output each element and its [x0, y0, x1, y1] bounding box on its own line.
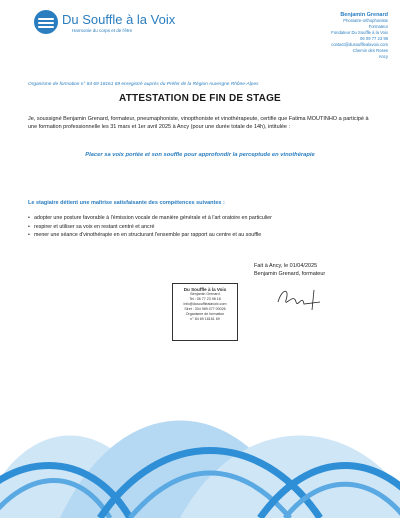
- stamp-line: Du Souffle à la Voix: [183, 287, 227, 292]
- trainer-name: Benjamin Grenard: [340, 12, 388, 18]
- trainer-line: Fondateur Du Souffle à la Voix: [331, 30, 388, 35]
- stamp-line: Organisme de formation: [185, 312, 225, 316]
- trainer-contact: [268, 12, 388, 60]
- signature-icon: [274, 284, 324, 314]
- registration-line: Organisme de formation n° 84 69 18161 69 enregistré auprès du Préfet de la Région Auvergne Rhône-Alpes: [28, 82, 259, 87]
- trainer-line: Phoniatre-orthophoniste: [343, 18, 388, 23]
- trainer-line: Chemin des Roses: [352, 48, 388, 53]
- brand-tagline: Harmonie du corps et de l'être: [72, 28, 133, 33]
- course-title: Placer sa voix portée et son souffle pour approfondir la perceptude en vinothérapie: [85, 152, 315, 158]
- signoff: [254, 262, 325, 278]
- stamp-line: info@dusoufflealavoix.com: [183, 302, 227, 306]
- skills-list: [28, 214, 372, 240]
- page-title: ATTESTATION DE FIN DE STAGE: [119, 93, 281, 104]
- list-item: • respirer et utiliser sa voix en restant centré et ancré: [28, 223, 372, 232]
- stamp-line: n° 84 69 18161 69: [190, 317, 220, 321]
- place-date: Fait à Ancy, le 01/04/2025: [254, 263, 318, 269]
- signatory: Benjamin Grenard, formateur: [254, 271, 326, 277]
- stamp-line: Siret : 304 989 477 00026: [184, 307, 226, 311]
- certification-text: Je, soussigné Benjamin Grenard, formateur, pneumaphoniste, vinopthoniste et vinothérapeute, certifie que Fatima MOUTINHO a participé à une formation professionnelle les 31 mars et 1er avril 2025 à Ancy (pour une durée totale de 14h), intitulée :: [28, 116, 369, 130]
- trainer-line: Formateur: [368, 24, 388, 29]
- stamp-line: Tel.: 06 77 23 98 18: [189, 297, 221, 301]
- trainer-line: 06 09 77 23 98: [360, 36, 388, 41]
- company-stamp: [172, 283, 238, 341]
- brand-name: Du Souffle à la Voix: [62, 12, 176, 27]
- stamp-line: Benjamin Grenard: [190, 292, 220, 296]
- decorative-waves: [0, 368, 400, 518]
- trainer-line: contact@dusoufflealavoix.com: [331, 42, 388, 47]
- logo-icon: [34, 10, 58, 34]
- skills-intro: Le stagiaire détient une maîtrise satisfaisante des compétences suivantes :: [28, 200, 225, 206]
- list-item: • mener une séance d'vinothérapie en en structurant l'ensemble par rapport au centre et au souffle: [28, 231, 372, 240]
- trainer-line: Ancy: [378, 54, 388, 59]
- list-item: • adopter une posture favorable à l'émission vocale de manière générale et à l'art oratoire en particulier: [28, 214, 372, 223]
